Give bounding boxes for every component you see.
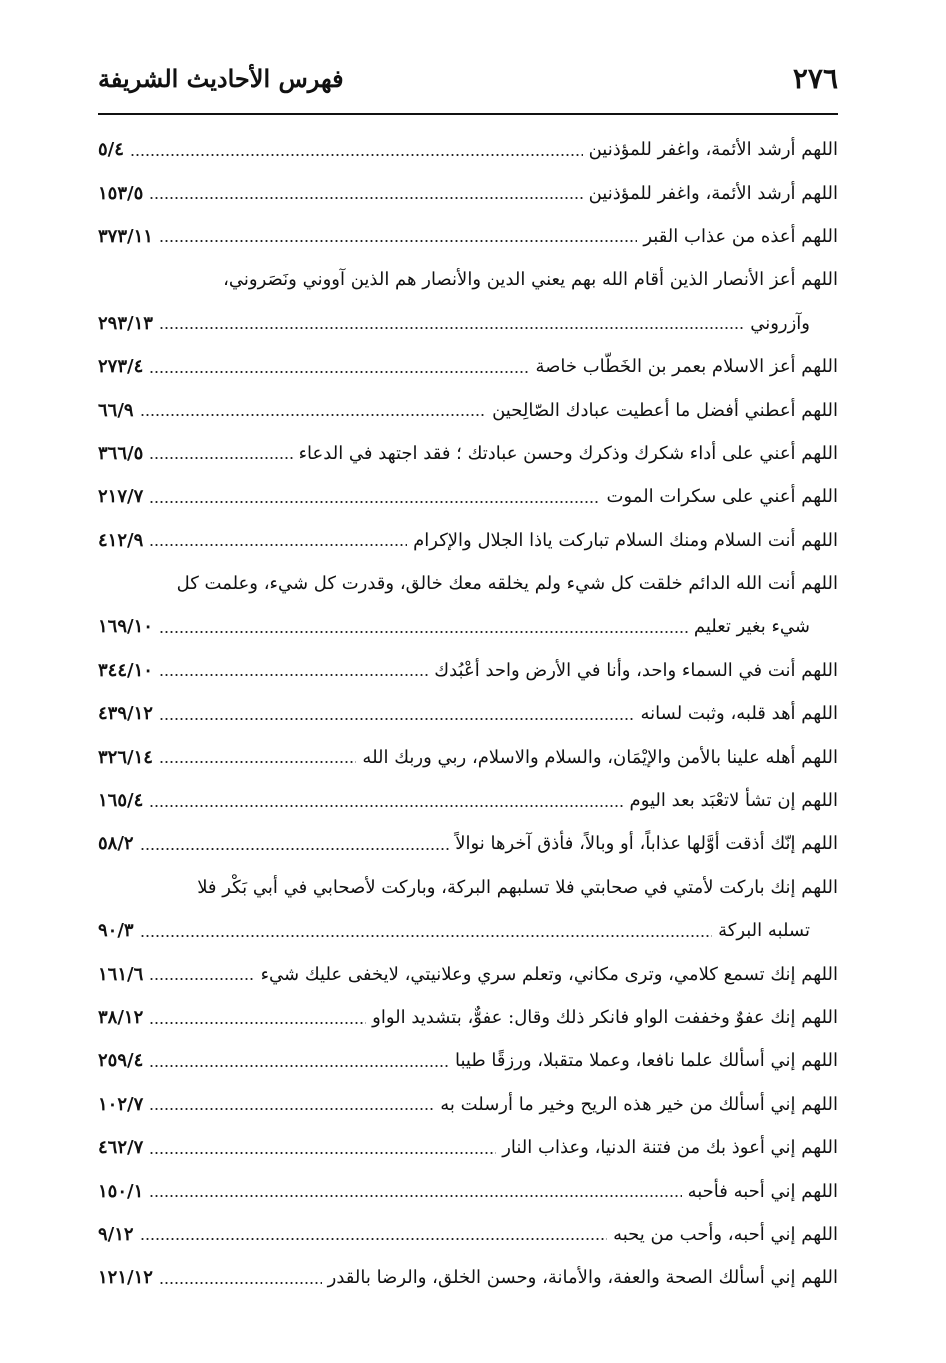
dot-leader	[140, 848, 450, 850]
entry-text: اللهم إني أحبه، وأحب من يحبه	[613, 1223, 838, 1245]
dot-leader	[159, 1282, 322, 1284]
entry-text: اللهم أنت السلام ومنك السلام تباركت ياذا الجلال والإكرام	[413, 529, 838, 551]
dot-leader	[149, 544, 407, 546]
index-entry	[98, 1213, 838, 1256]
dot-leader	[149, 1022, 366, 1024]
entry-text: وآزروني	[750, 312, 810, 334]
entry-text: اللهم أعز الأنصار الذين أقام الله بهم يعني الدين والأنصار هم الذين آووني ونَصَروني،	[223, 269, 838, 291]
dot-leader	[159, 761, 357, 763]
entry-text: اللهم أنت الله الدائم خلقت كل شيء ولم يخلقه معك خالق، وقدرت كل شيء، وعلمت كل	[176, 573, 838, 595]
entry-reference: ٣٢٦/١٤	[98, 746, 153, 768]
index-entry-continuation	[98, 909, 838, 952]
dot-leader	[159, 718, 635, 720]
entry-reference: ٥/٤	[98, 139, 124, 161]
entry-text: اللهم إني أسألك علما نافعا، وعملا متقبلا، ورزقًا طيبا	[455, 1050, 838, 1072]
entry-reference: ٣٨/١٢	[98, 1007, 144, 1028]
entry-reference: ١٦٥/٤	[98, 790, 144, 812]
index-entry-continuation	[98, 302, 838, 345]
entry-text: تسلبه البركة	[718, 920, 810, 942]
dot-leader	[149, 501, 600, 503]
index-entry	[98, 215, 838, 258]
entry-reference: ٦٦/٩	[98, 399, 134, 421]
entry-reference: ٥٨/٢	[98, 833, 134, 855]
index-entry	[98, 735, 838, 778]
index-entry	[98, 866, 838, 909]
entry-reference: ١٠٢/٧	[98, 1093, 144, 1115]
hadith-index-list	[98, 128, 838, 1300]
index-entry	[98, 171, 838, 214]
index-entry	[98, 649, 838, 692]
entry-text: اللهم إني أسألك الصحة والعفة، والأمانة، وحسن الخلق، والرضا بالقدر	[327, 1267, 838, 1289]
entry-reference: ٤٣٩/١٢	[98, 703, 153, 725]
index-entry	[98, 1083, 838, 1126]
dot-leader	[149, 1195, 681, 1197]
dot-leader	[149, 978, 254, 980]
entry-reference: ١٢١/١٢	[98, 1267, 153, 1289]
entry-text: اللهم أهله علينا بالأمن والإيْمَان، والسلام والاسلام، ربي وربك الله	[362, 746, 838, 768]
entry-reference: ٣٦٦/٥	[98, 442, 144, 464]
index-entry	[98, 1039, 838, 1082]
entry-reference: ٢٥٩/٤	[98, 1050, 144, 1072]
entry-text: اللهم إنك تسمع كلامي، وترى مكاني، وتعلم سري وعلانيتي، لايخفى عليك شيء	[260, 963, 838, 985]
running-head	[98, 52, 838, 104]
dot-leader	[149, 1108, 434, 1110]
entry-reference: ٤٦٢/٧	[98, 1137, 144, 1159]
index-entry	[98, 692, 838, 735]
index-entry	[98, 432, 838, 475]
dot-leader	[140, 1238, 608, 1240]
index-entry	[98, 996, 838, 1039]
page-number: ٢٧٦	[792, 61, 838, 95]
index-entry	[98, 822, 838, 865]
entry-text: اللهم إني أحبه فأحبه	[687, 1180, 838, 1202]
entry-text: اللهم أعذه من عذاب القبر	[643, 225, 838, 247]
entry-reference: ١٥٠/١	[98, 1180, 144, 1202]
index-entry	[98, 1169, 838, 1212]
entry-text: اللهم إني أسألك من خير هذه الريح وخير ما أرسلت به	[440, 1093, 838, 1115]
index-entry	[98, 1256, 838, 1299]
dot-leader	[149, 197, 582, 199]
entry-text: اللهم أهد قلبه، وثبت لسانه	[640, 703, 838, 725]
entry-text: اللهم إني أعوذ بك من فتنة الدنيا، وعذاب النار	[502, 1137, 838, 1159]
entry-text: اللهم إنّك أذقت أوَّلها عذاباً، أو وبالاً، فأذق آخرها نوالاً	[455, 833, 838, 855]
index-entry	[98, 519, 838, 562]
entry-reference: ١٥٣/٥	[98, 182, 144, 204]
entry-text: اللهم أعطني أفضل ما أعطيت عبادك الصّالِحين	[492, 399, 838, 421]
entry-reference: ٩٠/٣	[98, 920, 134, 942]
index-entry	[98, 952, 838, 995]
index-entry	[98, 562, 838, 605]
dot-leader	[149, 371, 529, 373]
dot-leader	[130, 154, 583, 156]
index-entry	[98, 258, 838, 301]
entry-reference: ١٦٩/١٠	[98, 616, 153, 638]
dot-leader	[149, 805, 623, 807]
entry-text: اللهم أنت في السماء واحد، وأنا في الأرض واحد أعْبُدك	[434, 659, 838, 681]
dot-leader	[159, 631, 688, 633]
index-entry	[98, 388, 838, 431]
entry-reference: ٩/١٢	[98, 1223, 134, 1245]
dot-leader	[149, 457, 292, 459]
entry-text: شيء بغير تعليم	[693, 616, 810, 638]
entry-reference: ٢٩٣/١٣	[98, 312, 153, 334]
index-entry	[98, 779, 838, 822]
dot-leader	[149, 1065, 449, 1067]
dot-leader	[159, 240, 637, 242]
entry-text: اللهم أعني على أداء شكرك وذكرك وحسن عبادتك ؛ فقد اجتهد في الدعاء	[298, 442, 838, 464]
dot-leader	[149, 1152, 496, 1154]
index-entry	[98, 1126, 838, 1169]
header-rule	[98, 113, 838, 115]
index-entry	[98, 475, 838, 518]
entry-reference: ٢٧٣/٤	[98, 356, 144, 378]
entry-reference: ٣٧٣/١١	[98, 225, 153, 247]
index-entry	[98, 345, 838, 388]
entry-text: اللهم أرشد الأئمة، واغفر للمؤذنين	[588, 182, 838, 204]
entry-reference: ٤١٢/٩	[98, 529, 144, 551]
entry-reference: ٣٤٤/١٠	[98, 659, 153, 681]
running-title: فهرس الأحاديث الشريفة	[98, 63, 344, 93]
entry-reference: ١٦١/٦	[98, 963, 144, 985]
entry-text: اللهم إنك عفوٌ وخففت الواو فانكر ذلك وقال: عفوٌّ، بتشديد الواو	[372, 1007, 838, 1028]
entry-reference: ٢١٧/٧	[98, 486, 144, 508]
dot-leader	[140, 414, 487, 416]
dot-leader	[159, 674, 428, 676]
entry-text: اللهم إنك باركت لأمتي في صحابتي فلا تسلبهم البركة، وباركت لأصحابي في أبي بَكْر فلا	[197, 876, 838, 898]
entry-text: اللهم أرشد الأئمة، واغفر للمؤذنين	[588, 139, 838, 161]
entry-text: اللهم أعني على سكرات الموت	[606, 486, 838, 508]
entry-text: اللهم أعز الاسلام بعمر بن الخَطّاب خاصة	[535, 356, 838, 378]
index-entry-continuation	[98, 605, 838, 648]
dot-leader	[140, 935, 713, 937]
index-entry	[98, 128, 838, 171]
entry-text: اللهم إن تشأ لاتعْبَد بعد اليوم	[629, 790, 838, 812]
dot-leader	[159, 327, 744, 329]
